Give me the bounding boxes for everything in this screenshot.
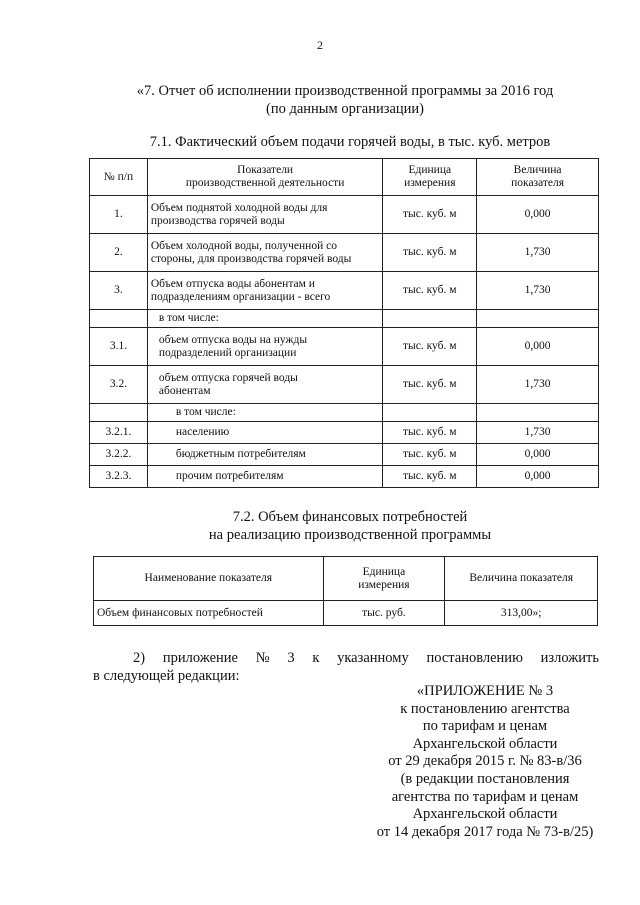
header-unit	[383, 159, 477, 196]
row-unit: тыс. куб. м	[383, 444, 477, 466]
row-value: 0,000	[477, 466, 599, 488]
row-unit: тыс. куб. м	[383, 366, 477, 404]
row-name-line1: объем отпуска горячей воды	[158, 371, 298, 384]
paragraph-word: указанному	[337, 650, 409, 666]
row-num: 2.	[90, 234, 148, 272]
row-name: в том числе:	[147, 310, 383, 328]
appendix-line: от 14 декабря 2017 года № 73-в/25)	[376, 823, 594, 840]
row-unit: тыс. куб. м	[383, 196, 477, 234]
paragraph-word: 3	[287, 650, 295, 666]
row-unit: тыс. куб. м	[383, 466, 477, 488]
page-number: 2	[317, 38, 323, 52]
appendix-line: Архангельской области	[412, 735, 558, 752]
paragraph-word: постановлению	[426, 650, 523, 666]
row-name-line1: Объем отпуска воды абонентам и	[150, 277, 315, 290]
table-row	[94, 601, 598, 626]
table-row	[90, 196, 599, 234]
row-num: 1.	[90, 196, 148, 234]
section-7-2-title-line2: на реализацию производственной программы	[208, 527, 492, 543]
table-row-subheader	[90, 310, 599, 328]
header-indicator-line1: Показатели	[237, 164, 294, 176]
paragraph-line2: в следующей редакции:	[93, 668, 240, 684]
header-name: Наименование показателя	[94, 557, 324, 601]
row-name: населению	[147, 422, 383, 444]
row-value: 0,000	[477, 328, 599, 366]
header-unit-line1: Единица	[362, 565, 406, 578]
header-num: № п/п	[90, 159, 148, 196]
row-name: Объем финансовых потребностей	[94, 601, 324, 626]
row-value: 1,730	[477, 366, 599, 404]
header-unit-line2: измерения	[404, 177, 456, 189]
row-value-empty	[477, 310, 599, 328]
row-name-line2: подразделений организации	[158, 346, 297, 359]
table-row	[90, 272, 599, 310]
row-num: 3.1.	[90, 328, 148, 366]
row-num: 3.	[90, 272, 148, 310]
table-row	[90, 422, 599, 444]
header-value	[477, 159, 599, 196]
header-value-line1: Величина	[513, 164, 562, 176]
section-7-2-title	[60, 508, 640, 544]
row-num-empty	[90, 310, 148, 328]
row-unit-empty	[383, 310, 477, 328]
table-row	[90, 466, 599, 488]
row-unit: тыс. куб. м	[383, 234, 477, 272]
appendix-header-block	[330, 683, 640, 841]
row-name	[147, 366, 383, 404]
paragraph-word: к	[312, 650, 320, 666]
row-name-line2: абонентам	[158, 384, 211, 397]
row-num: 3.2.	[90, 366, 148, 404]
header-indicator	[147, 159, 383, 196]
table-header-row	[94, 557, 598, 601]
paragraph-word: приложение	[162, 650, 238, 666]
row-name	[147, 234, 383, 272]
row-unit: тыс. руб.	[323, 601, 445, 626]
paragraph-word: изложить	[540, 650, 599, 666]
paragraph-word: 2)	[133, 650, 146, 666]
row-value: 313,00»;	[445, 601, 598, 626]
row-num: 3.2.2.	[90, 444, 148, 466]
table-row	[90, 234, 599, 272]
row-unit: тыс. куб. м	[383, 422, 477, 444]
row-value: 0,000	[477, 196, 599, 234]
section-7-1-title: 7.1. Фактический объем подачи горячей воды, в тыс. куб. метров	[149, 134, 551, 150]
row-name-line2: стороны, для производства горячей воды	[150, 252, 352, 265]
row-value: 1,730	[477, 422, 599, 444]
row-name-line1: Объем холодной воды, полученной со	[150, 239, 337, 252]
row-name: прочим потребителям	[147, 466, 383, 488]
appendix-line: «ПРИЛОЖЕНИЕ № 3	[416, 683, 554, 699]
header-value: Величина показателя	[445, 557, 598, 601]
financial-needs-table	[93, 556, 598, 626]
row-num-empty	[90, 404, 148, 422]
header-unit	[323, 557, 445, 601]
section-7-title-line1: «7. Отчет об исполнении производственной программы за 2016 год	[136, 83, 554, 99]
row-unit-empty	[383, 404, 477, 422]
header-unit-line2: измерения	[358, 578, 410, 591]
header-value-line2: показателя	[511, 177, 565, 189]
table-header-row	[90, 159, 599, 196]
appendix-line: агентства по тарифам и ценам	[391, 788, 579, 805]
row-name: бюджетным потребителям	[147, 444, 383, 466]
row-value: 1,730	[477, 234, 599, 272]
row-value: 1,730	[477, 272, 599, 310]
appendix-line: Архангельской области	[412, 806, 558, 823]
table-row-subheader	[90, 404, 599, 422]
header-unit-line1: Единица	[408, 164, 452, 176]
row-name-line1: объем отпуска воды на нужды	[158, 333, 308, 346]
row-num: 3.2.3.	[90, 466, 148, 488]
paragraph-line1	[93, 649, 599, 667]
header-indicator-line2: производственной деятельности	[185, 177, 345, 189]
amendment-paragraph	[93, 649, 599, 685]
hot-water-volume-table	[89, 158, 599, 488]
appendix-line: по тарифам и ценам	[422, 718, 548, 735]
appendix-line: к постановлению агентства	[400, 700, 570, 717]
row-num: 3.2.1.	[90, 422, 148, 444]
table-row	[90, 366, 599, 404]
paragraph-word: №	[255, 650, 270, 666]
table-row	[90, 328, 599, 366]
table-row	[90, 444, 599, 466]
row-unit: тыс. куб. м	[383, 272, 477, 310]
row-name: в том числе:	[147, 404, 383, 422]
appendix-line: (в редакции постановления	[400, 770, 570, 787]
appendix-line: от 29 декабря 2015 г. № 83-в/36	[388, 753, 582, 770]
section-7-title	[60, 82, 630, 118]
row-name	[147, 196, 383, 234]
row-name	[147, 272, 383, 310]
row-name-line2: производства горячей воды	[150, 214, 285, 227]
row-name	[147, 328, 383, 366]
row-name-line1: Объем поднятой холодной воды для	[150, 201, 328, 214]
row-value-empty	[477, 404, 599, 422]
row-unit: тыс. куб. м	[383, 328, 477, 366]
row-name-line2: подразделениям организации - всего	[150, 290, 331, 303]
section-7-2-title-line1: 7.2. Объем финансовых потребностей	[232, 509, 468, 525]
row-value: 0,000	[477, 444, 599, 466]
section-7-title-line2: (по данным организации)	[265, 101, 424, 117]
